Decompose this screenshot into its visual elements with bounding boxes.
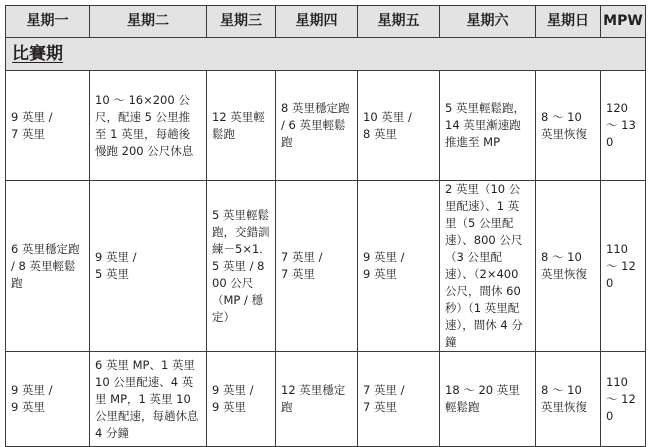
header-monday: 星期一 xyxy=(6,6,90,38)
section-row xyxy=(6,38,646,71)
cell-thursday: 8 英里穩定跑 / 6 英里輕鬆跑 xyxy=(276,71,358,181)
cell-tuesday: 9 英里 / 5 英里 xyxy=(90,181,207,352)
cell-monday: 9 英里 / 9 英里 xyxy=(6,352,90,447)
cell-mpw: 110 ～ 120 xyxy=(601,181,646,352)
cell-monday: 6 英里穩定跑 / 8 英里輕鬆跑 xyxy=(6,181,90,352)
section-title: 比賽期 xyxy=(6,38,646,71)
cell-mpw: 120 ～ 130 xyxy=(601,71,646,181)
cell-wednesday: 5 英里輕鬆跑，交錯訓練－5×1.5 英里 / 800 公尺（MP / 穩定） xyxy=(207,181,276,352)
cell-friday: 7 英里 / 7 英里 xyxy=(358,352,440,447)
cell-sunday: 8 ～ 10 英里恢復 xyxy=(536,352,601,447)
header-tuesday: 星期二 xyxy=(90,6,207,38)
cell-sunday: 8 ～ 10 英里恢復 xyxy=(536,71,601,181)
cell-thursday: 12 英里穩定跑 xyxy=(276,352,358,447)
cell-monday: 9 英里 / 7 英里 xyxy=(6,71,90,181)
header-wednesday: 星期三 xyxy=(207,6,276,38)
header-friday: 星期五 xyxy=(358,6,440,38)
cell-friday: 9 英里 / 9 英里 xyxy=(358,181,440,352)
cell-saturday: 2 英里（10 公里配速）、1 英里（5 公里配速）、800 公尺（3 公里配速）、（2×400 公尺，間休 60 秒）（1 英里配速），間休 4 分鐘 xyxy=(440,181,536,352)
table-row xyxy=(6,181,646,352)
cell-sunday: 8 ～ 10 英里恢復 xyxy=(536,181,601,352)
cell-wednesday: 12 英里輕鬆跑 xyxy=(207,71,276,181)
header-saturday: 星期六 xyxy=(440,6,536,38)
cell-friday: 10 英里 / 8 英里 xyxy=(358,71,440,181)
cell-tuesday: 6 英里 MP、1 英里 10 公里配速、4 英里 MP，1 英里 10 公里配速，每趟休息 4 分鐘 xyxy=(90,352,207,447)
training-schedule xyxy=(5,5,645,440)
table-row xyxy=(6,352,646,447)
cell-saturday: 18 ～ 20 英里輕鬆跑 xyxy=(440,352,536,447)
header-thursday: 星期四 xyxy=(276,6,358,38)
header-mpw: MPW xyxy=(601,6,646,38)
cell-wednesday: 9 英里 / 9 英里 xyxy=(207,352,276,447)
header-row xyxy=(6,6,646,38)
cell-tuesday: 10 ～ 16×200 公尺，配速 5 公里推至 1 英里，每趟後慢跑 200 公尺休息 xyxy=(90,71,207,181)
schedule-table xyxy=(5,5,646,447)
cell-saturday: 5 英里輕鬆跑，14 英里漸速跑推進至 MP xyxy=(440,71,536,181)
table-row xyxy=(6,71,646,181)
cell-thursday: 7 英里 / 7 英里 xyxy=(276,181,358,352)
header-sunday: 星期日 xyxy=(536,6,601,38)
cell-mpw: 110 ～ 120 xyxy=(601,352,646,447)
